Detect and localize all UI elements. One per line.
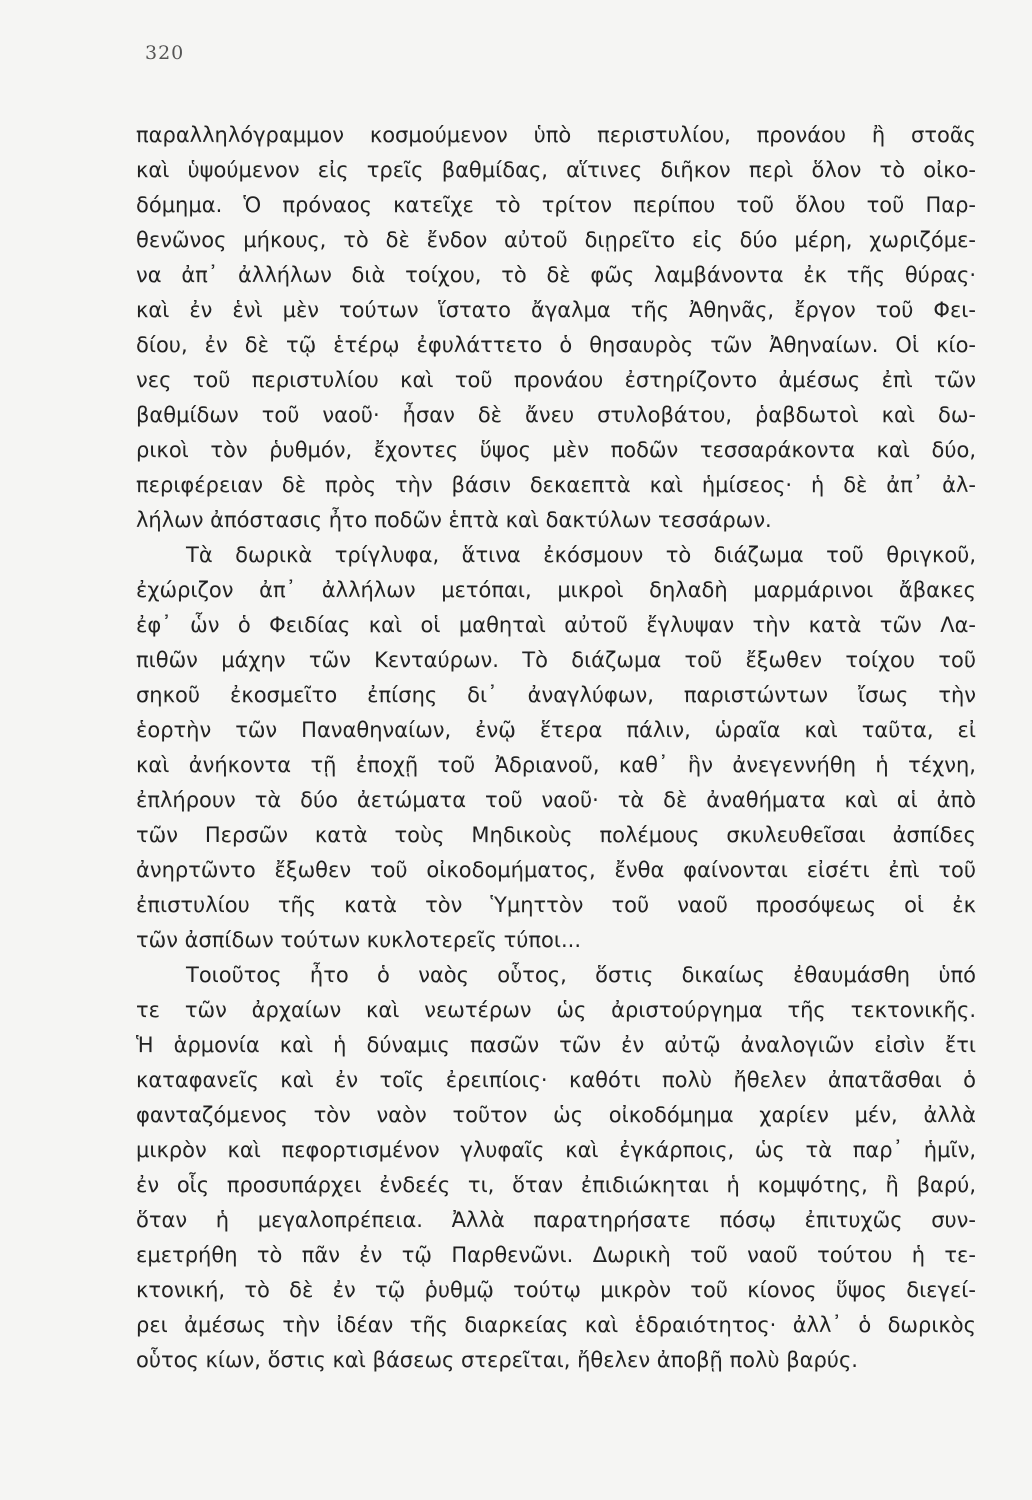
text-line: ἐν οἷς προσυπάρχει ἐνδεές τι, ὅταν ἐπιδιώκηται ἡ κομψότης, ἢ βαρύ, bbox=[136, 1173, 976, 1197]
page-number: 320 bbox=[145, 42, 185, 64]
text-line: οὗτος κίων, ὅστις καὶ βάσεως στερεῖται, ἤθελεν ἀποβῇ πολὺ βαρύς. bbox=[136, 1348, 858, 1372]
text-line: Τὰ δωρικὰ τρίγλυφα, ἅτινα ἐκόσμουν τὸ διάζωμα τοῦ θριγκοῦ, bbox=[186, 543, 976, 567]
text-line: τῶν Περσῶν κατὰ τοὺς Μηδικοὺς πολέμους σκυλευθεῖσαι ἀσπίδες bbox=[136, 823, 976, 847]
text-line: καὶ ἐν ἑνὶ μὲν τούτων ἵστατο ἄγαλμα τῆς Ἀθηνᾶς, ἔργον τοῦ Φει- bbox=[136, 298, 976, 322]
text-line: δίου, ἐν δὲ τῷ ἑτέρῳ ἐφυλάττετο ὁ θησαυρὸς τῶν Ἀθηναίων. Οἱ κίο- bbox=[136, 333, 976, 357]
text-line: καταφανεῖς καὶ ἐν τοῖς ἐρειπίοις· καθότι πολὺ ἤθελεν ἀπατᾶσθαι ὁ bbox=[136, 1068, 976, 1092]
text-line: καὶ ὑψούμενον εἰς τρεῖς βαθμίδας, αἵτινες διῆκον περὶ ὅλον τὸ οἰκο- bbox=[136, 158, 976, 182]
text-line: δόμημα. Ὁ πρόναος κατεῖχε τὸ τρίτον περίπου τοῦ ὅλου τοῦ Παρ- bbox=[136, 193, 976, 217]
text-line: εμετρήθη τὸ πᾶν ἐν τῷ Παρθενῶνι. Δωρικὴ τοῦ ναοῦ τούτου ἡ τε- bbox=[136, 1243, 976, 1267]
text-line: ἐφ᾽ ὧν ὁ Φειδίας καὶ οἱ μαθηταὶ αὐτοῦ ἔγλυψαν τὴν κατὰ τῶν Λα- bbox=[136, 613, 976, 637]
text-line: ἀνηρτῶντο ἔξωθεν τοῦ οἰκοδομήματος, ἔνθα φαίνονται εἰσέτι ἐπὶ τοῦ bbox=[136, 858, 976, 882]
text-line: σηκοῦ ἐκοσμεῖτο ἐπίσης δι᾽ ἀναγλύφων, παριστώντων ἴσως τὴν bbox=[136, 683, 976, 707]
body-text bbox=[136, 118, 976, 1378]
text-line: παραλληλόγραμμον κοσμούμενον ὑπὸ περιστυλίου, προνάου ἢ στοᾶς bbox=[136, 123, 976, 147]
text-line: λήλων ἀπόστασις ἦτο ποδῶν ἑπτὰ καὶ δακτύλων τεσσάρων. bbox=[136, 508, 772, 532]
text-line: καὶ ἀνήκοντα τῇ ἐποχῇ τοῦ Ἀδριανοῦ, καθ᾽ ἣν ἀνεγεννήθη ἡ τέχνη, bbox=[136, 753, 976, 777]
text-line: ἐχώριζον ἀπ᾽ ἀλλήλων μετόπαι, μικροὶ δηλαδὴ μαρμάρινοι ἄβακες bbox=[136, 578, 976, 602]
text-line: θενῶνος μήκους, τὸ δὲ ἔνδον αὐτοῦ διῃρεῖτο εἰς δύο μέρη, χωριζόμε- bbox=[136, 228, 976, 252]
text-line: ρικοὶ τὸν ῥυθμόν, ἔχοντες ὕψος μὲν ποδῶν τεσσαράκοντα καὶ δύο, bbox=[136, 438, 976, 462]
text-line: τῶν ἀσπίδων τούτων κυκλοτερεῖς τύποι... bbox=[136, 928, 582, 952]
text-line: τε τῶν ἀρχαίων καὶ νεωτέρων ὡς ἀριστούργημα τῆς τεκτονικῆς. bbox=[136, 998, 976, 1022]
text-line: ἐπιστυλίου τῆς κατὰ τὸν Ὑμηττὸν τοῦ ναοῦ προσόψεως οἱ ἐκ bbox=[136, 893, 976, 917]
text-line: κτονική, τὸ δὲ ἐν τῷ ῥυθμῷ τούτῳ μικρὸν τοῦ κίονος ὕψος διεγεί- bbox=[136, 1278, 976, 1302]
text-line: ἑορτὴν τῶν Παναθηναίων, ἐνῷ ἕτερα πάλιν, ὡραῖα καὶ ταῦτα, εἰ bbox=[136, 718, 976, 742]
text-line: νες τοῦ περιστυλίου καὶ τοῦ προνάου ἐστηρίζοντο ἀμέσως ἐπὶ τῶν bbox=[136, 368, 976, 392]
text-line: περιφέρειαν δὲ πρὸς τὴν βάσιν δεκαεπτὰ καὶ ἡμίσεος· ἡ δὲ ἀπ᾽ ἀλ- bbox=[136, 473, 976, 497]
text-line: ὅταν ἡ μεγαλοπρέπεια. Ἀλλὰ παρατηρήσατε πόσῳ ἐπιτυχῶς συν- bbox=[136, 1208, 976, 1232]
text-line: ἐπλήρουν τὰ δύο ἀετώματα τοῦ ναοῦ· τὰ δὲ ἀναθήματα καὶ αἱ ἀπὸ bbox=[136, 788, 976, 812]
text-line: μικρὸν καὶ πεφορτισμένον γλυφαῖς καὶ ἐγκάρποις, ὡς τὰ παρ᾽ ἡμῖν, bbox=[136, 1138, 976, 1162]
text-line: Ἡ ἁρμονία καὶ ἡ δύναμις πασῶν τῶν ἐν αὐτῷ ἀναλογιῶν εἰσὶν ἔτι bbox=[136, 1033, 976, 1057]
text-line: ρει ἀμέσως τὴν ἰδέαν τῆς διαρκείας καὶ ἑδραιότητος· ἀλλ᾽ ὁ δωρικὸς bbox=[136, 1313, 976, 1337]
text-line: Τοιοῦτος ἦτο ὁ ναὸς οὗτος, ὅστις δικαίως ἐθαυμάσθη ὑπό bbox=[186, 963, 976, 987]
text-line: βαθμίδων τοῦ ναοῦ· ἦσαν δὲ ἄνευ στυλοβάτου, ῥαβδωτοὶ καὶ δω- bbox=[136, 403, 976, 427]
text-line: φανταζόμενος τὸν ναὸν τοῦτον ὡς οἰκοδόμημα χαρίεν μέν, ἀλλὰ bbox=[136, 1103, 976, 1127]
text-line: πιθῶν μάχην τῶν Κενταύρων. Τὸ διάζωμα τοῦ ἔξωθεν τοίχου τοῦ bbox=[136, 648, 976, 672]
text-line: να ἀπ᾽ ἀλλήλων διὰ τοίχου, τὸ δὲ φῶς λαμβάνοντα ἐκ τῆς θύρας· bbox=[136, 263, 976, 287]
